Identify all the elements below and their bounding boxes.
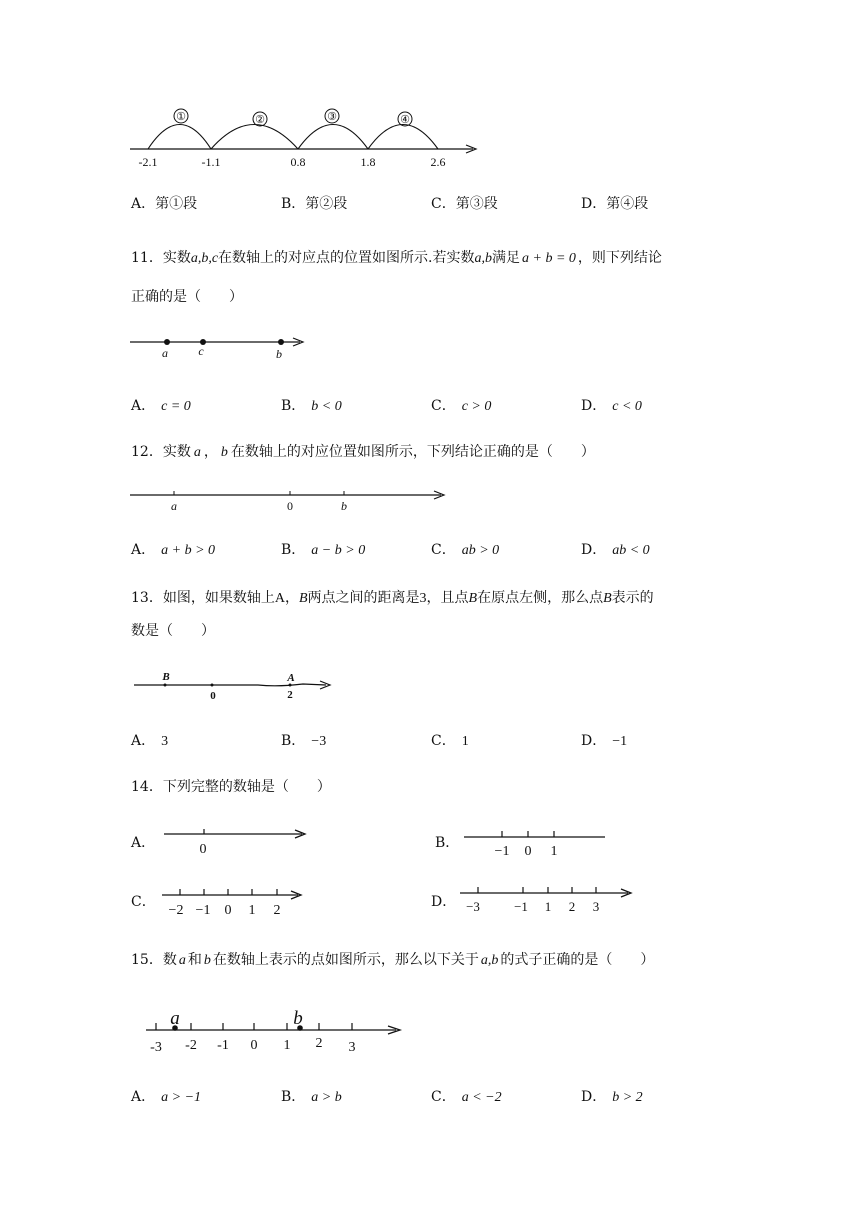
q14d-tick-label: −3 [466, 899, 480, 914]
q15-tick-label: -2 [185, 1038, 197, 1053]
q10-option-a: A．第①段 [131, 196, 198, 212]
q15-stem: 15．数 a 和 b 在数轴上表示的点如图所示，那么以下关于 a,b 的式子正确的是（ ） [131, 952, 655, 968]
q15-option-a: A． a > −1 [131, 1089, 202, 1105]
q14-option-c-figure [160, 880, 310, 918]
q15-number-line-figure [140, 1003, 410, 1057]
q10-option-d: D．第④段 [581, 196, 649, 212]
q10-number-line-figure [128, 100, 488, 174]
q13-stem-line1: 13．如图，如果数轴上A，B两点之间的距离是3，且点B在原点左侧，那么点B表示的 [131, 590, 654, 606]
q11-stem-line2: 正确的是（ ） [131, 289, 243, 305]
q11-option-c: C． c > 0 [431, 398, 492, 414]
q14d-tick-label: −1 [514, 899, 528, 914]
q12-stem: 12．实数 a ， b 在数轴上的对应位置如图所示，下列结论正确的是（ ） [131, 444, 595, 460]
q15-option-d: D． b > 2 [581, 1089, 643, 1105]
q11-number-line-figure [128, 330, 318, 366]
q13-label-a: A [287, 672, 295, 684]
q13-option-c: C． 1 [431, 733, 469, 749]
q10-seg-1: ① [176, 111, 186, 123]
q15-tick-label: 0 [250, 1038, 258, 1053]
q14c-tick-label: 2 [273, 903, 281, 918]
q12-label-0: 0 [287, 499, 293, 513]
q14-option-a-figure [160, 822, 310, 858]
q15-tick-label: 1 [283, 1038, 291, 1053]
q14-option-a-label: A． [131, 835, 156, 851]
q13-number-line-figure [128, 665, 348, 703]
q10-seg-3: ③ [327, 111, 337, 123]
q14d-tick-label: 3 [592, 899, 600, 914]
q14b-tick-label: −1 [494, 844, 510, 859]
q11-point-b: b [276, 347, 282, 361]
q12-option-c: C． ab > 0 [431, 542, 500, 558]
q11-stem-line1: 11．实数a,b,c在数轴上的对应点的位置如图所示.若实数a,b满足 a + b = 0 ，则下列结论 [131, 250, 662, 266]
q14c-tick-label: −1 [195, 903, 211, 918]
q12-label-a: a [171, 499, 177, 513]
q12-option-d: D． ab < 0 [581, 542, 650, 558]
q15-point-b: b [293, 1008, 303, 1029]
q11-point-a: a [162, 346, 168, 360]
q15-tick-label: -1 [217, 1038, 229, 1053]
q14a-tick-label: 0 [199, 842, 207, 857]
q11-option-a: A． c = 0 [131, 398, 191, 414]
q15-point-a: a [170, 1008, 180, 1029]
q14b-tick-label: 0 [524, 844, 532, 859]
q14c-tick-label: 1 [248, 903, 256, 918]
q15-tick-label: -3 [150, 1040, 162, 1055]
q14d-tick-label: 2 [568, 899, 576, 914]
q13-option-d: D． −1 [581, 733, 628, 749]
q13-label-2: 2 [287, 689, 293, 701]
q15-option-c: C． a < −2 [431, 1089, 502, 1105]
q14-option-d-figure [458, 880, 638, 918]
q10-tick-label: 0.8 [290, 155, 306, 169]
q13-label-0: 0 [210, 690, 216, 702]
q13-label-b: B [162, 671, 170, 683]
q10-tick-label: 1.8 [360, 155, 376, 169]
q12-option-b: B． a − b > 0 [281, 542, 366, 558]
q14-stem: 14．下列完整的数轴是（ ） [131, 779, 331, 795]
q10-tick-label: -1.1 [201, 155, 221, 169]
q14-option-b-label: B． [435, 835, 460, 851]
q15-tick-label: 3 [348, 1040, 356, 1055]
q14d-tick-label: 1 [544, 899, 552, 914]
q10-option-b: B．第②段 [281, 196, 348, 212]
q11-option-b: B． b < 0 [281, 398, 342, 414]
q10-seg-4: ④ [400, 114, 410, 126]
q14-option-b-figure [462, 822, 612, 860]
q10-seg-2: ② [255, 114, 265, 126]
q13-option-a: A． 3 [131, 733, 169, 749]
q10-tick-label: -2.1 [138, 155, 158, 169]
q13-stem-line2: 数是（ ） [131, 623, 215, 639]
q14-option-c-label: C． [131, 894, 156, 910]
q14c-tick-label: 0 [224, 903, 232, 918]
q11-point-c: c [198, 344, 204, 358]
q12-number-line-figure [128, 485, 458, 517]
q11-option-d: D． c < 0 [581, 398, 642, 414]
q13-option-b: B． −3 [281, 733, 327, 749]
q14b-tick-label: 1 [550, 844, 558, 859]
q14c-tick-label: −2 [168, 903, 184, 918]
q14-option-d-label: D． [431, 894, 457, 910]
q10-tick-label: 2.6 [430, 155, 446, 169]
q12-label-b: b [341, 499, 347, 513]
q15-tick-label: 2 [315, 1036, 323, 1051]
q10-option-c: C．第③段 [431, 196, 498, 212]
q12-option-a: A． a + b > 0 [131, 542, 216, 558]
q15-option-b: B． a > b [281, 1089, 342, 1105]
